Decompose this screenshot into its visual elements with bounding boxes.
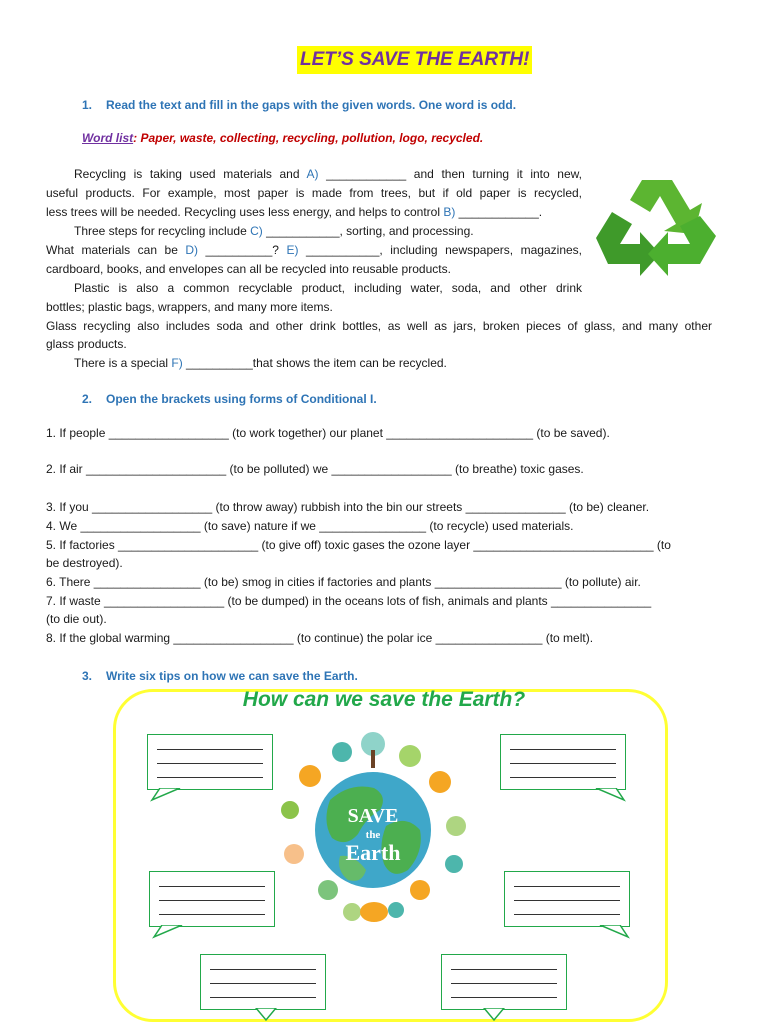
bubble-tail	[478, 1008, 518, 1022]
tip-box[interactable]	[500, 734, 626, 790]
word-list-words: Paper, waste, collecting, recycling, pollution, logo, recycled.	[140, 131, 484, 145]
task-2-heading	[82, 392, 377, 406]
earth-label-earth: Earth	[345, 840, 401, 865]
sentence: 7. If waste __________________ (to be dumped) in the oceans lots of fish, animals and plants _______________	[46, 594, 652, 608]
answer-line	[159, 900, 265, 901]
task-3-heading	[82, 669, 358, 683]
text-line	[46, 184, 582, 203]
gap-label-f: F)	[171, 356, 183, 370]
sentence: 4. We __________________ (to save) nature if we ________________ (to recycle) used materials.	[46, 519, 574, 533]
sentence: 8. If the global warming __________________ (to continue) the polar ice ________________ (to melt).	[46, 631, 594, 645]
task-number: 2.	[82, 392, 93, 406]
text-segment: useful products. For example, most paper is made from trees, but if old paper is recycled,	[46, 186, 582, 200]
answer-line	[514, 886, 620, 887]
answer-line	[510, 763, 616, 764]
save-the-earth-illustration	[270, 730, 476, 926]
answer-line	[451, 983, 557, 984]
sentence: 1. If people __________________ (to work together) our planet ______________________ (to be saved).	[46, 426, 610, 440]
text-segment: cardboard, books, and envelopes can all be recycled into reusable products.	[46, 262, 451, 276]
bubble-tail	[250, 1008, 290, 1022]
task-text: Write six tips on how we can save the Earth.	[106, 669, 358, 683]
text-segment: Plastic is also a common recyclable product, including water, soda, and other drink	[74, 281, 582, 295]
answer-line	[157, 777, 263, 778]
text-segment: Glass recycling also includes soda and other drink bottles, as well as jars, broken pieces of glass, and many other	[46, 319, 712, 333]
bubble-tail	[150, 788, 190, 802]
tip-box[interactable]	[441, 954, 567, 1010]
text-segment: ___________, sorting, and processing.	[262, 224, 474, 238]
text-line	[46, 241, 582, 260]
answer-line	[451, 997, 557, 998]
text-segment: glass products.	[46, 337, 127, 351]
answer-line	[510, 777, 616, 778]
text-segment: ___________, including newspapers, magazines,	[298, 243, 583, 257]
answer-line	[210, 983, 316, 984]
text-segment: ____________ and then turning it into new,	[318, 167, 582, 181]
task-text: Open the brackets using forms of Conditional I.	[106, 392, 377, 406]
sentence: (to die out).	[46, 612, 107, 626]
text-line	[46, 203, 542, 222]
page-title: LET’S SAVE THE EARTH!	[297, 46, 532, 74]
text-segment: __________that shows the item can be recycled.	[182, 356, 447, 370]
text-line	[74, 279, 582, 298]
answer-line	[159, 914, 265, 915]
earth-label-save: SAVE	[347, 805, 399, 827]
word-list-label: Word list	[82, 131, 134, 145]
tip-box[interactable]	[147, 734, 273, 790]
text-segment: What materials can be	[46, 243, 186, 257]
task-1-heading	[82, 98, 516, 112]
text-segment: Recycling is taking used materials and	[74, 167, 307, 181]
text-line	[74, 354, 447, 373]
tip-box[interactable]	[149, 871, 275, 927]
text-segment: less trees will be needed. Recycling uses less energy, and helps to control	[46, 205, 444, 219]
gap-label-c: C)	[250, 224, 263, 238]
task-text: Read the text and fill in the gaps with the given words. One word is odd.	[106, 98, 517, 112]
answer-line	[451, 969, 557, 970]
sentence: 6. There ________________ (to be) smog in cities if factories and plants ___________________ (to pollute) air.	[46, 575, 641, 589]
sentence: be destroyed).	[46, 556, 123, 570]
bubble-tail	[586, 788, 626, 802]
gap-label-e: E)	[286, 243, 299, 257]
text-line	[46, 298, 333, 317]
answer-line	[157, 763, 263, 764]
task-number: 1.	[82, 98, 93, 112]
word-list-sep: :	[133, 131, 141, 145]
text-line	[46, 317, 712, 336]
earth-label-the: the	[365, 829, 381, 841]
gap-label-a: A)	[306, 167, 319, 181]
text-line	[74, 165, 582, 184]
tips-title: How can we save the Earth?	[242, 688, 526, 711]
gap-label-b: B)	[443, 205, 456, 219]
text-segment: __________?	[198, 243, 287, 257]
text-segment: There is a special	[74, 356, 172, 370]
text-line	[46, 335, 127, 354]
answer-line	[210, 997, 316, 998]
sentence: 2. If air _____________________ (to be polluted) we __________________ (to breathe) toxic gases.	[46, 462, 584, 476]
answer-line	[210, 969, 316, 970]
sentence: 5. If factories _____________________ (to give off) toxic gases the ozone layer ___________________________ (to	[46, 538, 671, 552]
task-number: 3.	[82, 669, 93, 683]
text-segment: bottles; plastic bags, wrappers, and many more items.	[46, 300, 333, 314]
answer-line	[159, 886, 265, 887]
answer-line	[157, 749, 263, 750]
sentence: 3. If you __________________ (to throw away) rubbish into the bin our streets _______________ (to be) cleaner.	[46, 500, 650, 514]
bubble-tail	[590, 925, 630, 939]
text-line	[46, 260, 451, 279]
recycle-icon	[594, 176, 720, 288]
gap-label-d: D)	[185, 243, 199, 257]
text-segment: ____________.	[455, 205, 543, 219]
tip-box[interactable]	[200, 954, 326, 1010]
text-segment: Three steps for recycling include	[74, 224, 251, 238]
tip-box[interactable]	[504, 871, 630, 927]
text-line	[74, 222, 474, 241]
answer-line	[514, 914, 620, 915]
bubble-tail	[152, 925, 192, 939]
word-list	[82, 131, 483, 145]
answer-line	[514, 900, 620, 901]
answer-line	[510, 749, 616, 750]
